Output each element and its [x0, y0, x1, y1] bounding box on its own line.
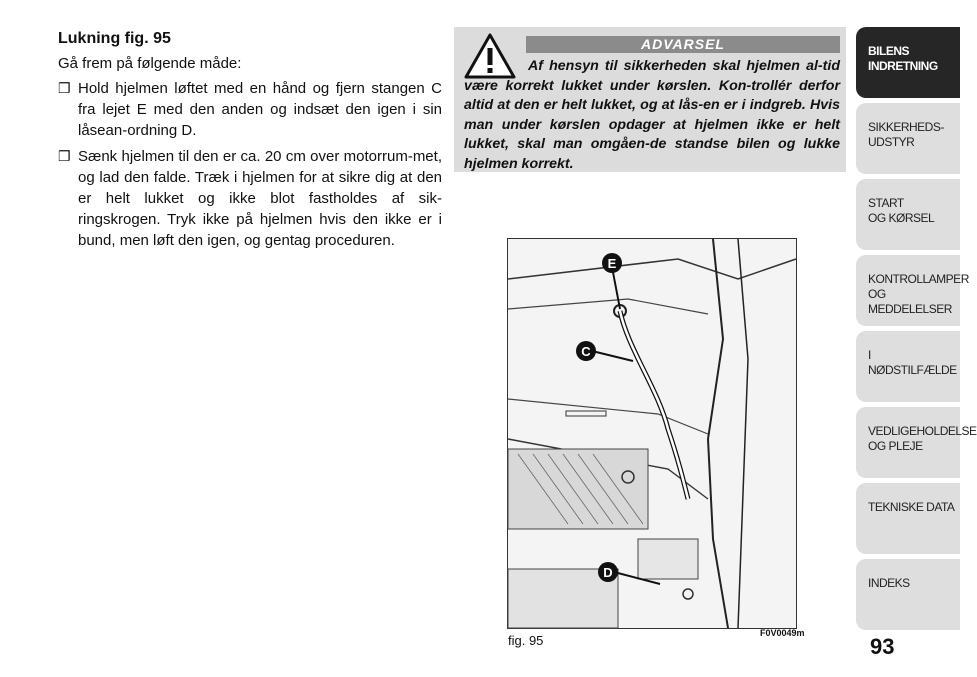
section-intro: Gå frem på følgende måde: [58, 55, 242, 72]
list-item [58, 146, 442, 251]
tab-sikkerhedsudstyr[interactable] [856, 103, 960, 174]
tab-i-nodstilfaelde[interactable] [856, 331, 960, 402]
warning-heading: ADVARSEL [526, 36, 840, 53]
tab-label: INDEKS [868, 576, 910, 590]
list-item-text: Sænk hjelmen til den er ca. 20 cm over motorrum-met, og lad den falde. Træk i hjelmen for at sikre dig at den er helt lukket og ikke blot fastholdes af sik-ringskrogen. Tryk ikke på hjelmen hvis den ikke er i bund, men løft den igen, og gentag proceduren. [78, 148, 442, 249]
tab-indeks[interactable] [856, 559, 960, 630]
list-item [58, 78, 442, 141]
warning-text: Af hensyn til sikkerheden skal hjelmen al-tid være korrekt lukket under kørslen. Kon-trollér derfor altid at den er helt lukket, og at lås-en er i indgreb. Hvis man under kørslen opdager at hjelmen ikke er helt lukket, skal man omgåen-de standse bilen og lukke hjelmen korrekt. [464, 58, 840, 172]
tab-start-og-korsel[interactable] [856, 179, 960, 250]
tab-label: VEDLIGEHOLDELSE [868, 424, 977, 438]
svg-text:C: C [581, 344, 591, 359]
main-text-column [58, 30, 442, 256]
figure-code: F0V0049m [760, 628, 805, 638]
tab-label: TEKNISKE DATA [868, 500, 955, 514]
tab-label: SIKKERHEDS- [868, 120, 944, 134]
tab-bilens-indretning[interactable] [856, 27, 960, 98]
tab-label: OG MEDDELELSER [868, 287, 952, 316]
tab-label: UDSTYR [868, 135, 915, 149]
callout-C [576, 341, 596, 361]
tab-tekniske-data[interactable] [856, 483, 960, 554]
chapter-tabs [856, 27, 977, 635]
section-title: Lukning fig. 95 [58, 30, 171, 47]
tab-label: BILENS [868, 44, 910, 58]
tab-label: INDRETNING [868, 59, 938, 73]
engine-bay-illustration [508, 239, 796, 628]
checkbox-bullet-icon: ❒ [58, 148, 71, 164]
figure-caption: fig. 95 [508, 633, 544, 648]
tab-vedligeholdelse[interactable] [856, 407, 977, 478]
tab-label: START [868, 196, 904, 210]
tab-kontrollamper[interactable] [856, 255, 969, 326]
list-item-text: Hold hjelmen løftet med en hånd og fjern stangen C fra lejet E med den anden og indsæt den igen i sin låsean-ordning D. [78, 80, 442, 139]
tab-label: OG PLEJE [868, 439, 923, 453]
tab-label: KONTROLLAMPER [868, 272, 969, 286]
svg-text:D: D [603, 565, 613, 580]
tab-label: OG KØRSEL [868, 211, 935, 225]
callout-E [602, 253, 622, 273]
figure-engine-bay [507, 238, 797, 629]
svg-text:E: E [607, 256, 617, 271]
warning-box [454, 27, 846, 172]
checkbox-bullet-icon: ❒ [58, 80, 71, 96]
callout-D [598, 562, 618, 582]
page-number: 93 [870, 634, 895, 659]
tab-label: I NØDSTILFÆLDE [868, 348, 957, 377]
